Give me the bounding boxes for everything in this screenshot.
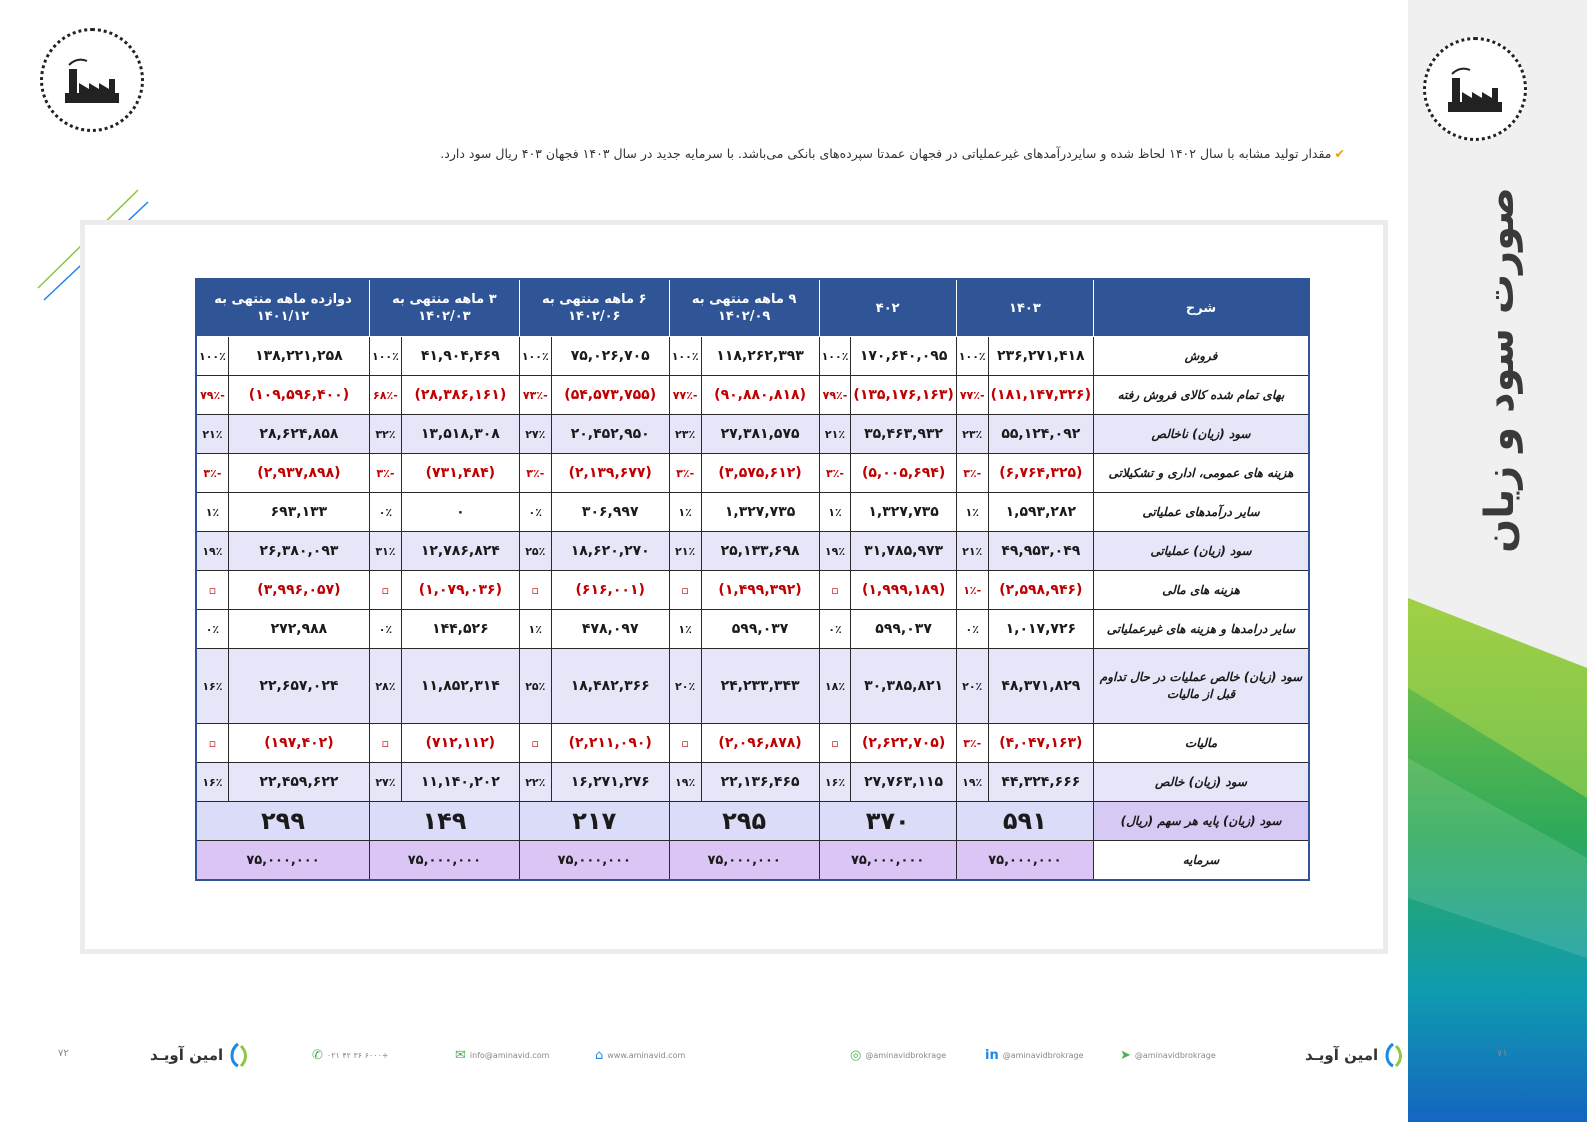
percent-cell: ۱۶٪ xyxy=(196,763,228,802)
value-cell: ۱,۳۲۷,۷۳۵ xyxy=(851,493,956,532)
intro-note xyxy=(320,146,1345,161)
value-cell: (۱۹۷,۴۰۲) xyxy=(228,724,369,763)
value-cell: (۲,۹۳۷,۸۹۸) xyxy=(228,454,369,493)
percent-cell: ۲۷٪ xyxy=(369,763,401,802)
value-cell: (۲,۰۹۶,۸۷۸) xyxy=(701,724,819,763)
value-cell: ۱۳,۵۱۸,۳۰۸ xyxy=(401,415,519,454)
percent-cell: -۳٪ xyxy=(956,724,988,763)
value-cell: ۱۶,۲۷۱,۲۷۶ xyxy=(551,763,669,802)
value-cell: ۳۵,۴۶۳,۹۳۲ xyxy=(851,415,956,454)
percent-cell: ▫ xyxy=(669,571,701,610)
row-label: سود (زیان) ناخالص xyxy=(1094,415,1310,454)
row-label: سود (زیان) عملیاتی xyxy=(1094,532,1310,571)
value-cell: (۷۱۲,۱۱۲) xyxy=(401,724,519,763)
header-6m: ۶ ماهه منتهی به ۱۴۰۲/۰۶ xyxy=(519,279,669,337)
value-cell: ۲۷,۳۸۱,۵۷۵ xyxy=(701,415,819,454)
telegram-icon: ➤ xyxy=(1120,1048,1131,1063)
value-cell: (۱۸۱,۱۴۷,۳۲۶) xyxy=(988,376,1093,415)
value-cell: ۱۱۸,۲۶۲,۳۹۳ xyxy=(701,337,819,376)
value-cell: (۲,۱۳۹,۶۷۷) xyxy=(551,454,669,493)
row-label: سود (زیان) خالص عملیات در حال تداوم قبل از مالیات xyxy=(1094,649,1310,724)
page-number-left: ۷۲ xyxy=(58,1048,69,1059)
percent-cell: ۱۶٪ xyxy=(819,763,851,802)
capital-cell: ۷۵,۰۰۰,۰۰۰ xyxy=(519,841,669,881)
footer-telegram[interactable] xyxy=(1120,1048,1216,1063)
value-cell: ۴۱,۹۰۴,۴۶۹ xyxy=(401,337,519,376)
value-cell: ۲۳۶,۲۷۱,۴۱۸ xyxy=(988,337,1093,376)
percent-cell: ۱۰۰٪ xyxy=(669,337,701,376)
table-header-row xyxy=(196,279,1309,337)
value-cell: ۱۸,۴۸۲,۳۶۶ xyxy=(551,649,669,724)
value-cell: ۱۱,۸۵۲,۳۱۴ xyxy=(401,649,519,724)
value-cell: (۳,۵۷۵,۶۱۲) xyxy=(701,454,819,493)
value-cell: (۱,۹۹۹,۱۸۹) xyxy=(851,571,956,610)
percent-cell: -۷۹٪ xyxy=(819,376,851,415)
percent-cell: ▫ xyxy=(669,724,701,763)
page-number-right: ۷۱ xyxy=(1497,1048,1508,1059)
value-cell: ۴۸,۳۷۱,۸۲۹ xyxy=(988,649,1093,724)
percent-cell: ▫ xyxy=(519,571,551,610)
brand-right xyxy=(1305,1042,1404,1068)
percent-cell: ۱۰۰٪ xyxy=(956,337,988,376)
email-text: info@aminavid.com xyxy=(469,1051,550,1060)
header-1403: ۱۴۰۳ xyxy=(956,279,1093,337)
phone-text: ۰۲۱ ۴۲ ۳۶ ۶۰۰۰+ xyxy=(326,1051,389,1060)
capital-row xyxy=(196,841,1309,881)
percent-cell: ۰٪ xyxy=(956,610,988,649)
linkedin-text: @aminavidbrokrage xyxy=(1002,1051,1084,1060)
value-cell: (۲۸,۳۸۶,۱۶۱) xyxy=(401,376,519,415)
eps-cell: ۵۹۱ xyxy=(956,802,1093,841)
note-text: مقدار تولید مشابه با سال ۱۴۰۲ لحاظ شده و سایردرآمدهای غیرعملیاتی در فجهان عمدتا سپرده‌های بانکی می‌باشد. با سرمایه جدید در سال ۱۴۰۳ فجهان ۴۰۳ ریال سود دارد. xyxy=(440,146,1332,161)
value-cell: ۲۴,۲۳۳,۳۴۳ xyxy=(701,649,819,724)
eps-cell: ۳۷۰ xyxy=(819,802,956,841)
capital-label: سرمایه xyxy=(1094,841,1310,881)
percent-cell: ▫ xyxy=(819,724,851,763)
value-cell: ۱,۰۱۷,۷۲۶ xyxy=(988,610,1093,649)
header-desc: شرح xyxy=(1094,279,1310,337)
percent-cell: ۱٪ xyxy=(956,493,988,532)
value-cell: ۱۲,۷۸۶,۸۲۴ xyxy=(401,532,519,571)
percent-cell: ▫ xyxy=(196,724,228,763)
percent-cell: ▫ xyxy=(519,724,551,763)
percent-cell: ۲۵٪ xyxy=(519,649,551,724)
value-cell: ۳۱,۷۸۵,۹۷۳ xyxy=(851,532,956,571)
footer-phone[interactable] xyxy=(312,1048,389,1063)
eps-cell: ۱۴۹ xyxy=(369,802,519,841)
percent-cell: ۱۹٪ xyxy=(956,763,988,802)
row-label: فروش xyxy=(1094,337,1310,376)
percent-cell: ▫ xyxy=(369,724,401,763)
value-cell: ۱۱,۱۴۰,۲۰۲ xyxy=(401,763,519,802)
percent-cell: -۳٪ xyxy=(956,454,988,493)
value-cell: (۱,۰۷۹,۰۳۶) xyxy=(401,571,519,610)
value-cell: (۲,۲۱۱,۰۹۰) xyxy=(551,724,669,763)
percent-cell: ۲۳٪ xyxy=(956,415,988,454)
capital-cell: ۷۵,۰۰۰,۰۰۰ xyxy=(819,841,956,881)
percent-cell: ۲۸٪ xyxy=(369,649,401,724)
value-cell: (۶۱۶,۰۰۱) xyxy=(551,571,669,610)
value-cell: ۲۲,۶۵۷,۰۲۴ xyxy=(228,649,369,724)
brand-name: امین آویـد xyxy=(150,1046,224,1064)
header-9m: ۹ ماهه منتهی به ۱۴۰۲/۰۹ xyxy=(669,279,819,337)
value-cell: ۲۵,۱۳۳,۶۹۸ xyxy=(701,532,819,571)
instagram-icon: ◎ xyxy=(850,1048,862,1063)
percent-cell: -۷۳٪ xyxy=(519,376,551,415)
factory-logo-icon xyxy=(1423,37,1527,141)
percent-cell: ▫ xyxy=(369,571,401,610)
percent-cell: -۳٪ xyxy=(669,454,701,493)
table-row xyxy=(196,415,1309,454)
value-cell: (۴,۰۴۷,۱۶۳) xyxy=(988,724,1093,763)
header-402: ۴۰۲ xyxy=(819,279,956,337)
instagram-text: @aminavidbrokrage xyxy=(865,1051,947,1060)
header-3m: ۳ ماهه منتهی به ۱۴۰۲/۰۳ xyxy=(369,279,519,337)
table-row xyxy=(196,763,1309,802)
value-cell: ۲۷,۷۶۳,۱۱۵ xyxy=(851,763,956,802)
value-cell: ۲۲,۱۳۶,۴۶۵ xyxy=(701,763,819,802)
percent-cell: ۲۱٪ xyxy=(819,415,851,454)
value-cell: ۲۲,۴۵۹,۶۲۲ xyxy=(228,763,369,802)
percent-cell: ۱۶٪ xyxy=(196,649,228,724)
percent-cell: ۰٪ xyxy=(196,610,228,649)
mouse-icon: ⌂ xyxy=(595,1048,604,1063)
page-title: صورت سود و زیان xyxy=(1477,187,1523,553)
eps-label: سود (زیان) پایه هر سهم (ریال) xyxy=(1094,802,1310,841)
value-cell: ۱۳۸,۲۲۱,۲۵۸ xyxy=(228,337,369,376)
check-icon: ✔ xyxy=(1334,146,1345,161)
value-cell: ۱۷۰,۶۴۰,۰۹۵ xyxy=(851,337,956,376)
header-12m: دوازده ماهه منتهی به ۱۴۰۱/۱۲ xyxy=(196,279,369,337)
table-row xyxy=(196,454,1309,493)
percent-cell: -۳٪ xyxy=(819,454,851,493)
value-cell: (۲,۵۹۸,۹۴۶) xyxy=(988,571,1093,610)
percent-cell: ۲۰٪ xyxy=(956,649,988,724)
value-cell: (۲,۶۲۲,۷۰۵) xyxy=(851,724,956,763)
value-cell: ۲۸,۶۲۴,۸۵۸ xyxy=(228,415,369,454)
eps-cell: ۲۹۵ xyxy=(669,802,819,841)
table-row xyxy=(196,610,1309,649)
percent-cell: ۲۱٪ xyxy=(956,532,988,571)
percent-cell: -۷۷٪ xyxy=(669,376,701,415)
value-cell: ۴۹,۹۵۳,۰۴۹ xyxy=(988,532,1093,571)
phone-icon: ✆ xyxy=(312,1048,323,1063)
row-label: مالیات xyxy=(1094,724,1310,763)
percent-cell: ۱٪ xyxy=(196,493,228,532)
percent-cell: -۳٪ xyxy=(369,454,401,493)
eps-row xyxy=(196,802,1309,841)
value-cell: ۳۰۶,۹۹۷ xyxy=(551,493,669,532)
table-row xyxy=(196,493,1309,532)
value-cell: ۱,۳۲۷,۷۳۵ xyxy=(701,493,819,532)
percent-cell: ۱۸٪ xyxy=(819,649,851,724)
percent-cell: ۲۱٪ xyxy=(669,532,701,571)
table-row xyxy=(196,337,1309,376)
percent-cell: ۱۰۰٪ xyxy=(196,337,228,376)
value-cell: ۱۸,۶۲۰,۲۷۰ xyxy=(551,532,669,571)
email-icon: ✉ xyxy=(455,1048,466,1063)
percent-cell: ۱۹٪ xyxy=(669,763,701,802)
income-statement-table xyxy=(195,278,1310,881)
percent-cell: ۱٪ xyxy=(669,493,701,532)
footer-instagram[interactable] xyxy=(850,1048,946,1063)
percent-cell: -۷۹٪ xyxy=(196,376,228,415)
percent-cell: ۰٪ xyxy=(369,493,401,532)
telegram-text: @aminavidbrokrage xyxy=(1134,1051,1216,1060)
value-cell: ۵۹۹,۰۳۷ xyxy=(701,610,819,649)
value-cell: (۱۰۹,۵۹۶,۴۰۰) xyxy=(228,376,369,415)
value-cell: ۴۷۸,۰۹۷ xyxy=(551,610,669,649)
value-cell: ۵۹۹,۰۳۷ xyxy=(851,610,956,649)
linkedin-icon: in xyxy=(985,1048,999,1063)
percent-cell: -۳٪ xyxy=(196,454,228,493)
brand-name: امین آویـد xyxy=(1305,1046,1379,1064)
percent-cell: -۳٪ xyxy=(519,454,551,493)
table-row xyxy=(196,724,1309,763)
value-cell: ۵۵,۱۲۴,۰۹۲ xyxy=(988,415,1093,454)
table-row xyxy=(196,571,1309,610)
value-cell: ۳۰,۳۸۵,۸۲۱ xyxy=(851,649,956,724)
value-cell: ۱,۵۹۳,۲۸۲ xyxy=(988,493,1093,532)
footer-website[interactable] xyxy=(595,1048,685,1063)
percent-cell: -۶۸٪ xyxy=(369,376,401,415)
capital-cell: ۷۵,۰۰۰,۰۰۰ xyxy=(669,841,819,881)
sidebar-gradient xyxy=(1408,598,1587,1122)
percent-cell: -۷۷٪ xyxy=(956,376,988,415)
value-cell: (۹۰,۸۸۰,۸۱۸) xyxy=(701,376,819,415)
percent-cell: ۲۱٪ xyxy=(196,415,228,454)
percent-cell: ۲۳٪ xyxy=(669,415,701,454)
percent-cell: ۱۹٪ xyxy=(819,532,851,571)
row-label: سایر درامدها و هزینه های غیرعملیاتی xyxy=(1094,610,1310,649)
capital-cell: ۷۵,۰۰۰,۰۰۰ xyxy=(196,841,369,881)
value-cell: (۵۴,۵۷۳,۷۵۵) xyxy=(551,376,669,415)
value-cell: ۲۷۲,۹۸۸ xyxy=(228,610,369,649)
table-row xyxy=(196,376,1309,415)
capital-cell: ۷۵,۰۰۰,۰۰۰ xyxy=(956,841,1093,881)
percent-cell: ▫ xyxy=(819,571,851,610)
percent-cell: ۲۵٪ xyxy=(519,532,551,571)
percent-cell: ۲۲٪ xyxy=(519,763,551,802)
row-label: هزینه های عمومی، اداری و تشکیلاتی xyxy=(1094,454,1310,493)
value-cell: ۰ xyxy=(401,493,519,532)
row-label: بهای تمام شده کالای فروش رفته xyxy=(1094,376,1310,415)
value-cell: (۶,۷۶۴,۳۲۵) xyxy=(988,454,1093,493)
percent-cell: ۱٪ xyxy=(819,493,851,532)
percent-cell: ۱۰۰٪ xyxy=(519,337,551,376)
percent-cell: ۱۹٪ xyxy=(196,532,228,571)
value-cell: ۲۶,۳۸۰,۰۹۳ xyxy=(228,532,369,571)
percent-cell: ۱۰۰٪ xyxy=(819,337,851,376)
capital-cell: ۷۵,۰۰۰,۰۰۰ xyxy=(369,841,519,881)
value-cell: ۴۴,۳۲۴,۶۶۶ xyxy=(988,763,1093,802)
percent-cell: ۱٪ xyxy=(669,610,701,649)
percent-cell: -۱٪ xyxy=(956,571,988,610)
percent-cell: ۰٪ xyxy=(519,493,551,532)
value-cell: (۱۳۵,۱۷۶,۱۶۳) xyxy=(851,376,956,415)
footer-email[interactable] xyxy=(455,1048,549,1063)
eps-cell: ۲۱۷ xyxy=(519,802,669,841)
percent-cell: ۰٪ xyxy=(369,610,401,649)
value-cell: ۶۹۳,۱۳۳ xyxy=(228,493,369,532)
percent-cell: ۲۷٪ xyxy=(519,415,551,454)
brand-left xyxy=(150,1042,249,1068)
website-text: www.aminavid.com xyxy=(607,1051,686,1060)
factory-logo-icon xyxy=(40,28,144,132)
percent-cell: ۳۱٪ xyxy=(369,532,401,571)
right-sidebar xyxy=(1408,0,1587,1122)
table-row xyxy=(196,532,1309,571)
value-cell: ۷۵,۰۲۶,۷۰۵ xyxy=(551,337,669,376)
percent-cell: ۰٪ xyxy=(819,610,851,649)
row-label: سایر درآمدهای عملیاتی xyxy=(1094,493,1310,532)
table-row xyxy=(196,649,1309,724)
percent-cell: ۲۰٪ xyxy=(669,649,701,724)
brand-logo-icon xyxy=(1382,1042,1404,1068)
percent-cell: ۱٪ xyxy=(519,610,551,649)
value-cell: ۲۰,۴۵۲,۹۵۰ xyxy=(551,415,669,454)
row-label: هزینه های مالی xyxy=(1094,571,1310,610)
footer-linkedin[interactable] xyxy=(985,1048,1084,1063)
value-cell: (۳,۹۹۶,۰۵۷) xyxy=(228,571,369,610)
percent-cell: ▫ xyxy=(196,571,228,610)
eps-cell: ۲۹۹ xyxy=(196,802,369,841)
row-label: سود (زیان) خالص xyxy=(1094,763,1310,802)
percent-cell: ۱۰۰٪ xyxy=(369,337,401,376)
percent-cell: ۳۲٪ xyxy=(369,415,401,454)
brand-logo-icon xyxy=(227,1042,249,1068)
value-cell: (۵,۰۰۵,۶۹۴) xyxy=(851,454,956,493)
value-cell: (۷۳۱,۴۸۴) xyxy=(401,454,519,493)
value-cell: (۱,۴۹۹,۳۹۲) xyxy=(701,571,819,610)
value-cell: ۱۴۴,۵۲۶ xyxy=(401,610,519,649)
